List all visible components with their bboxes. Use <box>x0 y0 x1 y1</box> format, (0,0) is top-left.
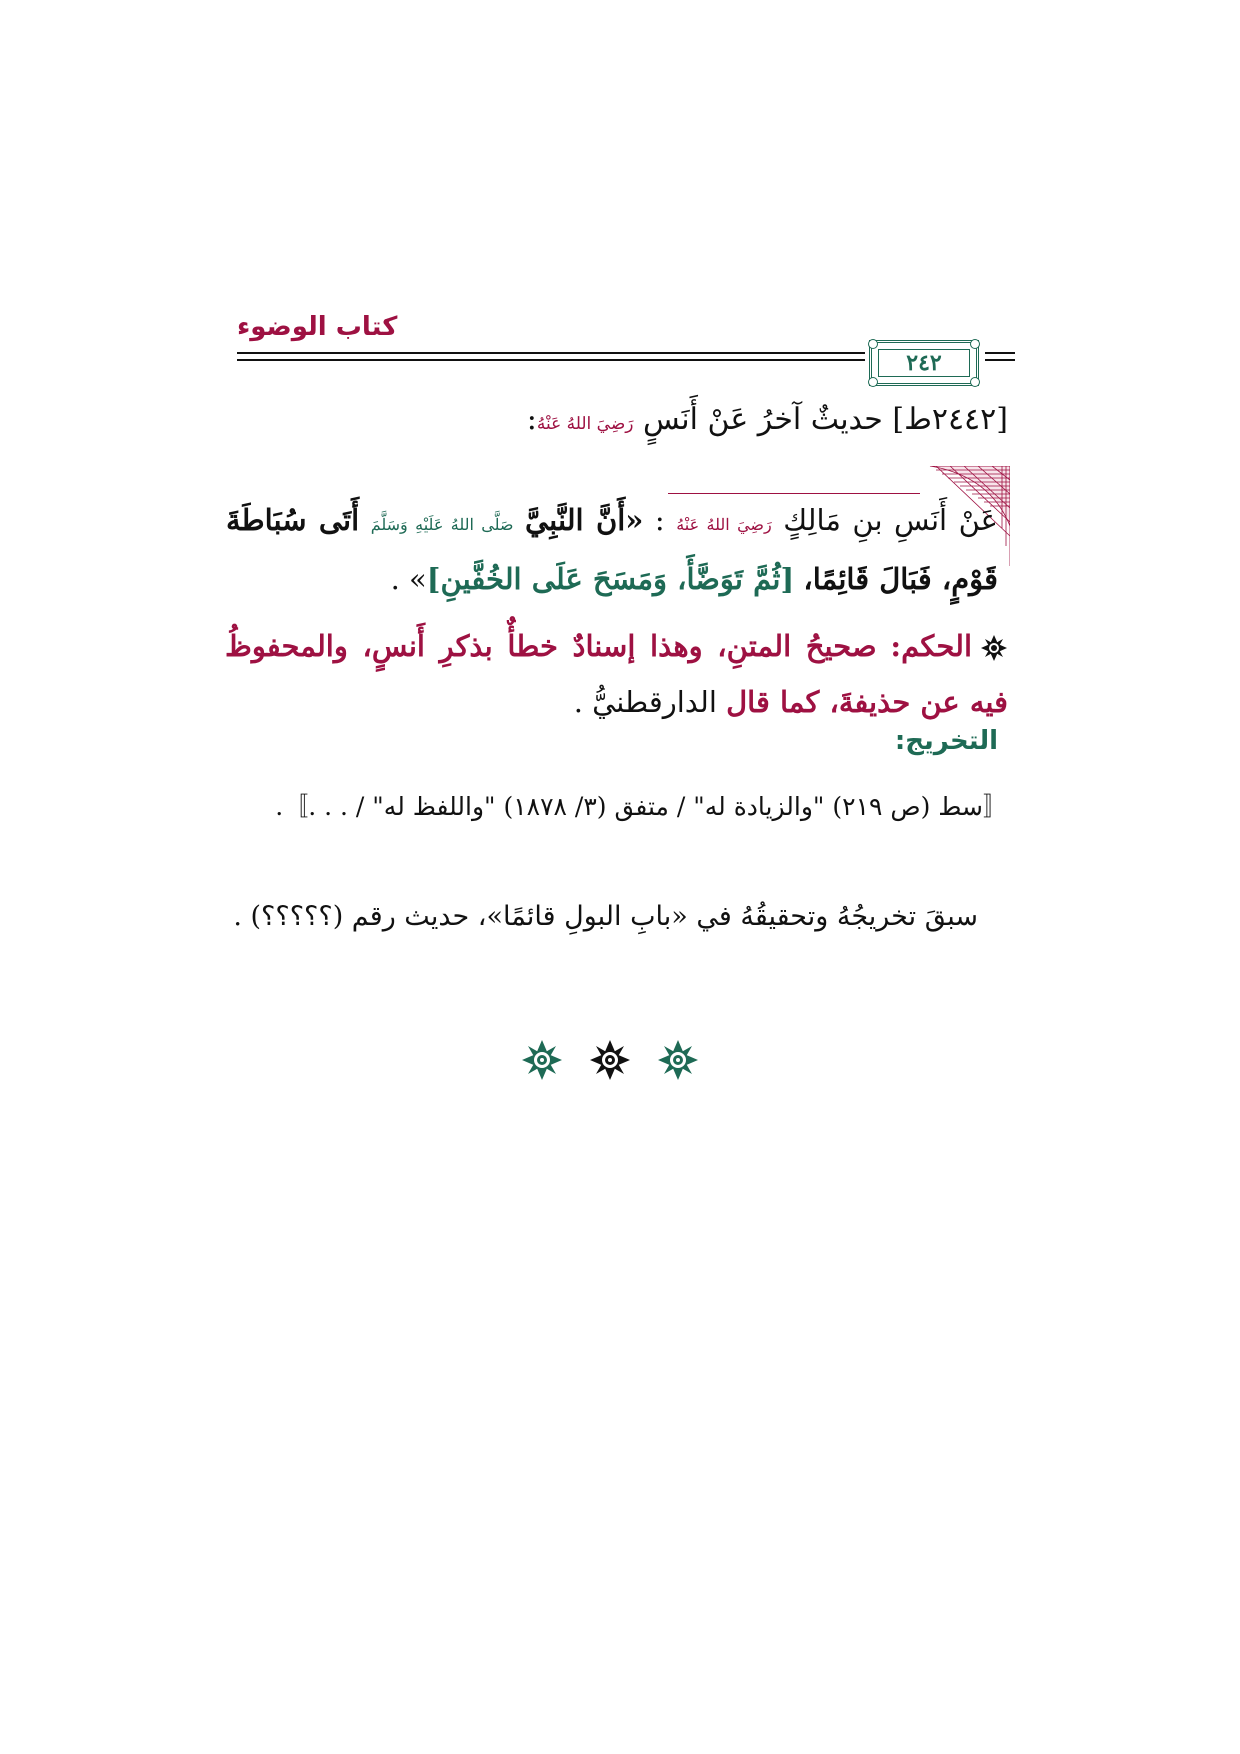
hadith-heading <box>228 402 1008 437</box>
narrator: عَنْ أَنَسِ بنِ مَالِكٍ <box>783 503 998 537</box>
hadith-text-part2: أَتَى سُبَاطَةَ قَوْمٍ، فَبَالَ قَائِمًا، <box>226 503 998 596</box>
ruling-label: الحكم: <box>890 629 973 663</box>
corner-dot <box>868 339 878 349</box>
hadith-addition: [ثُمَّ تَوَضَّأَ، وَمَسَحَ عَلَى الخُفَّينِ] <box>426 562 795 596</box>
takhrij-title: التخريج: <box>894 726 998 756</box>
flower-ornament-icon <box>520 1038 564 1082</box>
corner-dot <box>970 339 980 349</box>
takhrij-sources: 〚سط (ص ٢١٩) "والزيادة له" / متفق (٣/ ١٨٧٨) "واللفظ له" / . . .〛. <box>275 792 1008 821</box>
ruling-source: الدارقطنيُّ . <box>573 685 717 719</box>
prophet-salutation: صَلَّى اللهُ عَلَيْهِ وَسَلَّمَ <box>370 515 514 534</box>
page-number-box <box>869 340 979 386</box>
narrator-honorific: رَضِيَ اللهُ عَنْهُ <box>676 515 772 534</box>
header-rule-right-top <box>985 352 1015 354</box>
hadith-text-part1: «أَنَّ النَّبِيَّ <box>525 503 644 537</box>
narrator-colon: : <box>643 503 677 537</box>
header-rule-top <box>237 352 865 354</box>
hadith-text <box>226 493 998 606</box>
honorific: رَضِيَ اللهُ عَنْهُ <box>536 414 634 434</box>
corner-dot <box>970 377 980 387</box>
corner-dot <box>868 377 878 387</box>
flower-icon <box>980 634 1008 662</box>
hadith-heading-text: [٢٤٤٢ط] حديثٌ آخرُ عَنْ أَنَسٍ <box>643 402 1008 437</box>
ruling-paragraph <box>225 618 1008 730</box>
header-rule-right-bottom <box>985 359 1015 361</box>
header-rule-bottom <box>237 359 865 361</box>
heading-colon: : <box>526 402 537 437</box>
section-end-ornaments <box>520 1035 700 1085</box>
ruling-text: صحيحُ المتنِ، وهذا إسنادٌ خطأٌ بذكرِ أَنسٍ، والمحفوظُ فيه عن حذيفةَ، كما قال <box>225 629 1008 719</box>
flower-ornament-icon <box>588 1038 632 1082</box>
hadith-text-end: » . <box>390 562 427 596</box>
page-number: ٢٤٢ <box>878 349 970 377</box>
flower-ornament-icon <box>656 1038 700 1082</box>
book-title: كتاب الوضوء <box>237 312 398 342</box>
takhrij-reference: سبقَ تخريجُهُ وتحقيقُهُ في «بابِ البولِ قائمًا»، حديث رقم (؟؟؟؟؟) . <box>233 901 978 932</box>
